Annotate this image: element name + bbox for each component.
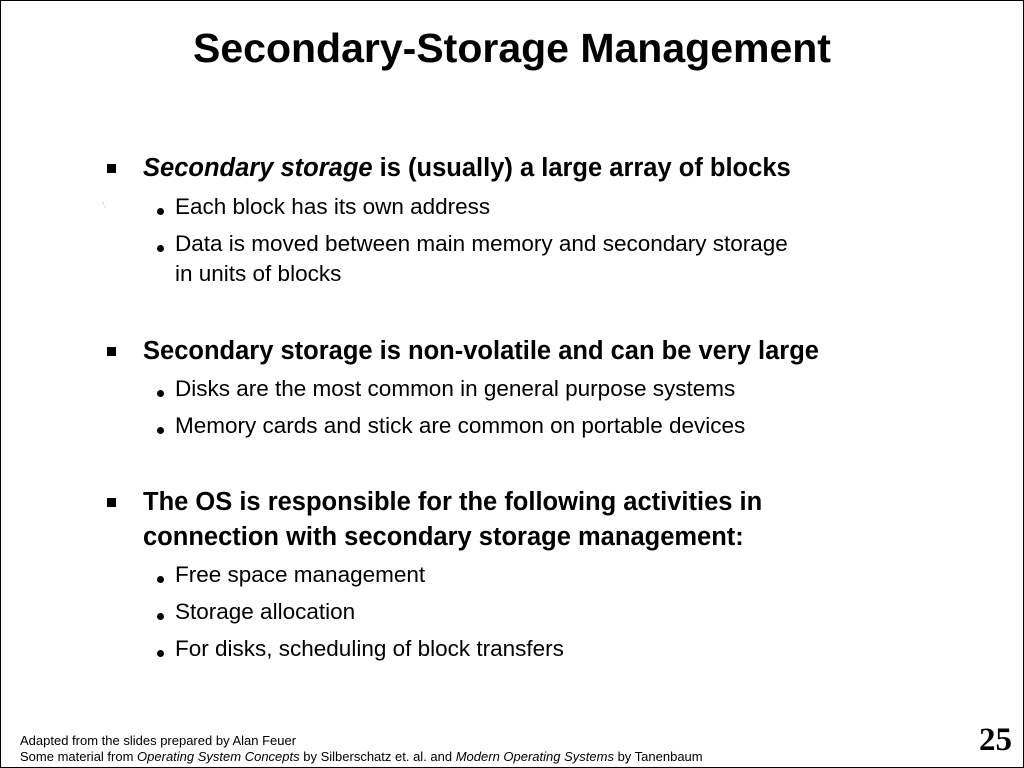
bullet-1-sub-2: Data is moved between main memory and secondary storage xyxy=(175,231,788,256)
bullet-2-text: Secondary storage is non-volatile and can be very large xyxy=(143,337,819,365)
round-bullet-icon xyxy=(157,427,164,434)
footer-text: by Tanenbaum xyxy=(613,749,703,764)
bullet-1-sub-1: Each block has its own address xyxy=(175,194,491,219)
round-bullet-icon xyxy=(157,390,164,397)
bullet-2-sub-2: Memory cards and stick are common on portable devices xyxy=(175,413,746,438)
bullet-3-sub-3: For disks, scheduling of block transfers xyxy=(175,636,564,661)
bullet-1-italic-term: Secondary storage xyxy=(143,154,373,182)
footer-credits xyxy=(20,733,703,765)
bullet-3-line-2: connection with secondary storage management: xyxy=(143,523,744,551)
bullet-1-sub-2-cont: in units of blocks xyxy=(175,261,342,286)
round-bullet-icon xyxy=(157,650,164,657)
footer-line-2 xyxy=(20,749,703,765)
footer-line-1: Adapted from the slides prepared by Alan Feuer xyxy=(20,733,297,748)
book-title-1: Operating System Concepts xyxy=(137,749,300,764)
square-bullet-icon xyxy=(107,347,116,356)
bullet-1-rest: is (usually) a large array of blocks xyxy=(372,154,791,182)
book-title-2: Modern Operating Systems xyxy=(455,749,614,764)
faint-mark: ¹¸ xyxy=(102,202,106,208)
round-bullet-icon xyxy=(157,576,164,583)
bullet-1-text xyxy=(143,151,791,185)
bullet-3-sub-1: Free space management xyxy=(175,562,426,587)
round-bullet-icon xyxy=(157,208,164,215)
round-bullet-icon xyxy=(157,245,164,252)
slide-title: Secondary-Storage Management xyxy=(193,25,831,71)
square-bullet-icon xyxy=(107,164,116,173)
round-bullet-icon xyxy=(157,613,164,620)
footer-text: by Silberschatz et. al. and xyxy=(299,749,456,764)
bullet-3-line-1: The OS is responsible for the following activities in xyxy=(143,488,763,516)
footer-text: Some material from xyxy=(20,749,138,764)
bullet-3-sub-2: Storage allocation xyxy=(175,599,356,624)
bullet-2-sub-1: Disks are the most common in general purpose systems xyxy=(175,376,736,401)
page-number: 25 xyxy=(979,722,1012,758)
square-bullet-icon xyxy=(107,498,116,507)
